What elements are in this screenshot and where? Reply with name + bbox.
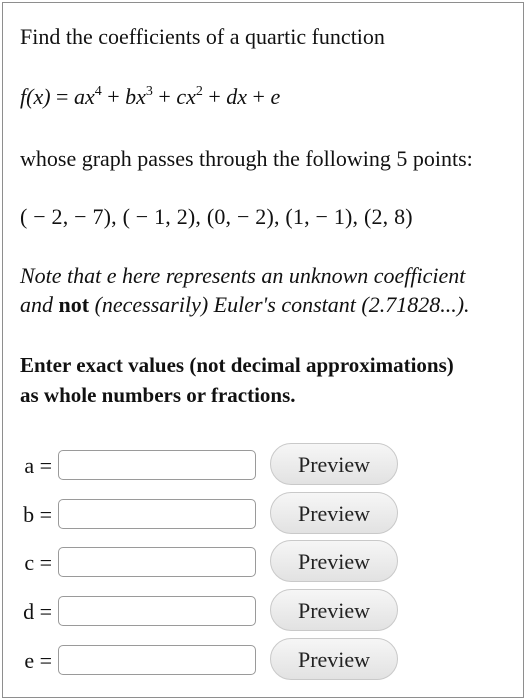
formula-plus: + xyxy=(101,84,126,109)
formula-eq: = xyxy=(50,84,74,109)
formula-term-e: e xyxy=(270,84,281,109)
preview-button-e[interactable]: Preview xyxy=(270,638,398,680)
formula-plus: + xyxy=(152,84,177,109)
preview-button-c[interactable]: Preview xyxy=(270,540,398,582)
answer-label-b: b = xyxy=(23,502,52,527)
instruction-line-1: Enter exact values (not decimal approximations) xyxy=(20,353,454,377)
quartic-formula xyxy=(20,84,280,110)
answer-label-a: a = xyxy=(24,453,52,478)
answer-row-e xyxy=(0,638,520,684)
answer-input-a[interactable] xyxy=(58,450,256,480)
note-text: and xyxy=(20,292,59,317)
note-line-1: Note that e here represents an unknown coefficient xyxy=(20,263,466,288)
formula-term-a: ax xyxy=(73,84,95,109)
instruction-line-2: as whole numbers or fractions. xyxy=(20,383,296,407)
formula-fx: f(x) xyxy=(20,84,51,109)
answer-row-a xyxy=(0,443,520,489)
note-emphasis: not xyxy=(58,292,90,317)
formula-term-c: cx xyxy=(176,84,196,109)
answer-row-b xyxy=(0,492,520,538)
answer-input-e[interactable] xyxy=(58,645,256,675)
answer-input-c[interactable] xyxy=(58,547,256,577)
formula-power-2: 2 xyxy=(195,84,203,99)
formula-power-4: 4 xyxy=(94,84,102,99)
preview-button-a[interactable]: Preview xyxy=(270,443,398,485)
formula-term-d: dx xyxy=(226,84,248,109)
preview-button-b[interactable]: Preview xyxy=(270,492,398,534)
answer-row-c xyxy=(0,540,520,586)
formula-power-3: 3 xyxy=(145,84,153,99)
preview-button-d[interactable]: Preview xyxy=(270,589,398,631)
answer-input-d[interactable] xyxy=(58,596,256,626)
note-text: (necessarily) Euler's constant (2.71828...). xyxy=(89,292,470,317)
answer-label-e: e = xyxy=(24,648,52,673)
answer-label-d: d = xyxy=(23,599,52,624)
points-list: ( − 2, − 7), ( − 1, 2), (0, − 2), (1, − 1), (2, 8) xyxy=(20,204,413,229)
answer-input-b[interactable] xyxy=(58,499,256,529)
answer-row-d xyxy=(0,589,520,635)
passes-text: whose graph passes through the following 5 points: xyxy=(20,146,473,171)
note-line-2 xyxy=(20,292,470,318)
formula-plus: + xyxy=(202,84,227,109)
formula-plus: + xyxy=(247,84,271,109)
problem-intro: Find the coefficients of a quartic function xyxy=(20,24,385,49)
answer-label-c: c = xyxy=(24,550,52,575)
formula-term-b: bx xyxy=(125,84,146,109)
